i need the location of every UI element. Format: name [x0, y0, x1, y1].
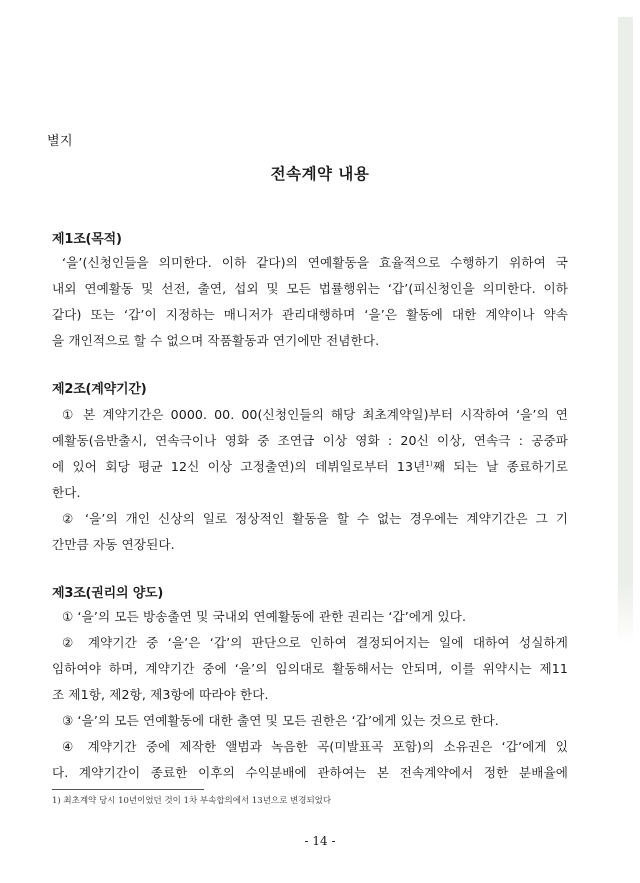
footnote-reference: 1) — [425, 460, 433, 468]
article-1-line: ‘을’(신청인들을 의미한다. 이하 같다)의 연예활동을 효율적으로 수행하기 위하여 국 — [62, 255, 568, 270]
article-2-line — [52, 456, 568, 475]
article-2-line-part: 째 되는 날 종료하기로 — [432, 459, 568, 474]
article-1-heading: 제1조(목적) — [52, 232, 122, 247]
article-2-line-part: 에 있어 회당 평균 12신 이상 고정출연)의 데뷔일로부터 13년 — [52, 459, 426, 474]
footnote-divider — [52, 789, 204, 790]
article-1-line: 내외 연예활동 및 선전, 출연, 섭외 및 모든 법률행위는 ‘갑’(피신청인을 의미한다. 이하 — [52, 281, 568, 296]
article-3-line: ① ‘을’의 모든 방송출연 및 국내외 연예활동에 관한 권리는 ‘갑’에게 있다. — [62, 609, 467, 624]
article-1-line: 을 개인적으로 할 수 없으며 작품활동과 연기에만 전념한다. — [52, 333, 380, 348]
article-2-heading: 제2조(계약기간) — [52, 382, 147, 397]
page-number: - 14 - — [304, 834, 336, 848]
article-3-line: 조 제1항, 제2항, 제3항에 따라야 한다. — [52, 687, 269, 702]
article-3-line: 임하여야 하며, 계약기간 중에 ‘을’의 임의대로 활동해서는 안되며, 이를 위약시는 제11 — [52, 661, 568, 676]
article-3-heading: 제3조(권리의 양도) — [52, 586, 164, 601]
article-2-line: 한다. — [52, 485, 81, 500]
document-title: 전속계약 내용 — [270, 165, 370, 183]
article-1-line: 같다) 또는 ‘갑’이 지정하는 매니저가 관리대행하며 ‘을’은 활동에 대한 계약이나 약속 — [52, 307, 568, 322]
footnote: 1) 최초계약 당시 10년이었던 것이 1차 부속합의에서 13년으로 변경되었다 — [52, 796, 332, 806]
article-3-line: 다. 계약기간이 종료한 이후의 수익분배에 관하여는 본 전속계약에서 정한 분배율에 — [52, 765, 568, 780]
article-2-line: 예활동(음반출시, 연속극이나 영화 중 조연급 이상 영화 : 20신 이상, 연속극 : 공중파 — [52, 433, 568, 448]
article-3-line: ② 계약기간 중 ‘을’은 ‘갑’의 판단으로 인하여 결정되어지는 일에 대하여 성실하게 — [62, 635, 568, 650]
article-3-line: ④ 계약기간 중에 제작한 앨범과 녹음한 곡(미발표곡 포함)의 소유권은 ‘갑’에게 있 — [62, 739, 568, 754]
article-2-line: ① 본 계약기간은 0000. 00. 00(신청인들의 해당 최초계약일)부터 시작하여 ‘을’의 연 — [62, 407, 568, 422]
annex-label: 별지 — [47, 134, 74, 149]
article-2-line: ② ‘을’의 개인 신상의 일로 정상적인 활동을 할 수 없는 경우에는 계약기간은 그 기 — [62, 511, 568, 526]
article-2-line: 간만큼 자동 연장된다. — [52, 537, 175, 552]
scan-edge-shadow — [618, 17, 633, 645]
article-3-line: ③ ‘을’의 모든 연예활동에 대한 출연 및 모든 권한은 ‘갑’에게 있는 것으로 한다. — [62, 713, 499, 728]
